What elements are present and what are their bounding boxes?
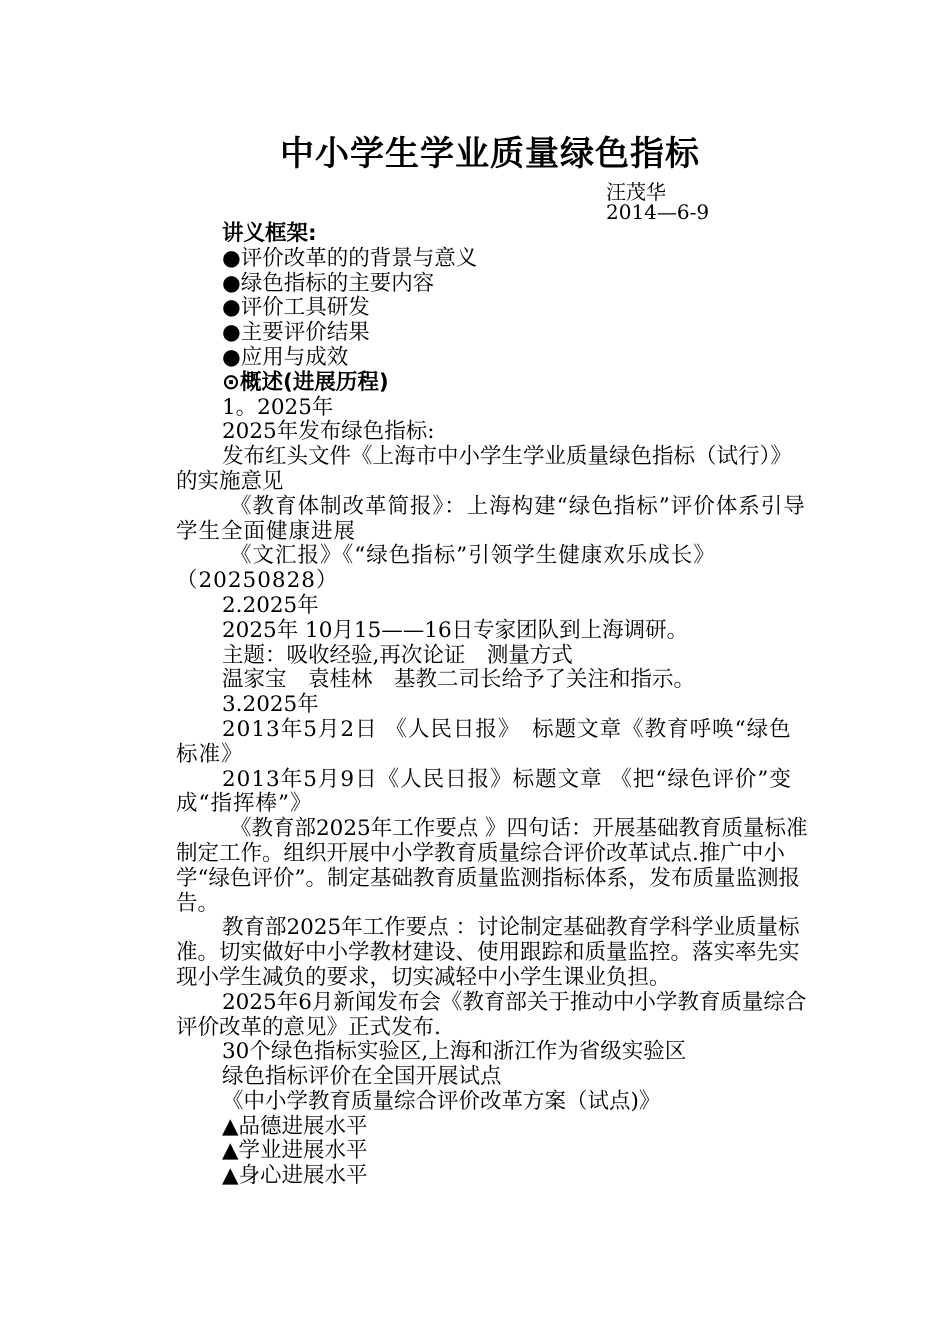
- document-title: 中小学生学业质量绿色指标: [280, 134, 700, 174]
- paragraph: 《教育部2025年工作要点 》四句话：开展基础教育质量标准制定工作。组织开展中小学教育质量综合评价改革试点.推广中小学“绿色评价”。制定基础教育质量监测指标体系，发布质量监测报告。: [176, 816, 808, 916]
- document-date: 2014—6-9: [606, 200, 710, 224]
- outline-item: ●绿色指标的主要内容: [222, 270, 435, 296]
- paragraph: 2013年5月2日 《人民日报》 标题文章《教育呼唤“绿色标准》: [176, 716, 792, 767]
- paragraph: 《文汇报》《“绿色指标”引领学生健康欢乐成长》（20250828）: [176, 543, 716, 594]
- section-number: 3.2025年: [222, 692, 319, 718]
- outline-heading: 讲义框架:: [222, 221, 317, 246]
- outline-item: ●评价改革的的背景与意义: [222, 245, 478, 271]
- paragraph: 2025年 10月15——16日专家团队到上海调研。: [222, 617, 689, 643]
- list-item: ▲品德进展水平: [222, 1113, 368, 1139]
- paragraph: 主题：吸收经验,再次论证 测量方式: [222, 642, 573, 668]
- paragraph: 温家宝 袁桂林 基教二司长给予了关注和指示。: [222, 667, 696, 693]
- outline-item: ●主要评价结果: [222, 320, 370, 346]
- list-item: ▲身心进展水平: [222, 1163, 368, 1189]
- paragraph: 《中小学教育质量综合评价改革方案（试点)》: [222, 1088, 661, 1114]
- paragraph: 2013年5月9日《人民日报》标题文章 《把“绿色评价”变成“指挥棒”》: [176, 766, 792, 817]
- outline-item: ●应用与成效: [222, 344, 349, 370]
- paragraph: 教育部2025年工作要点 ：讨论制定基础教育学科学业质量标准。切实做好中小学教材建设、使用跟踪和质量监控。落实率先实现小学生减负的要求，切实减轻中小学生课业负担。: [176, 915, 800, 990]
- document-body: [176, 222, 808, 1189]
- outline-item: ●评价工具研发: [222, 295, 370, 321]
- section-number: 1。2025年: [222, 394, 334, 420]
- paragraph: 2025年6月新闻发布会《教育部关于推动中小学教育质量综合评价改革的意见》正式发布.: [176, 989, 807, 1040]
- author-name: 汪茂华: [606, 180, 666, 204]
- section-number: 2.2025年: [222, 592, 319, 618]
- overview-heading: ⊙概述(进展历程): [222, 369, 389, 395]
- paragraph: 发布红头文件《上海市中小学生学业质量绿色指标（试行）》的实施意见: [176, 444, 792, 494]
- list-item: ▲学业进展水平: [222, 1138, 368, 1164]
- paragraph: 绿色指标评价在全国开展试点: [222, 1064, 502, 1090]
- paragraph: 2025年发布绿色指标:: [222, 419, 435, 445]
- paragraph: 《教育体制改革简报》：上海构建“绿色指标”评价体系引导学生全面健康进展: [176, 493, 806, 544]
- paragraph: 30个绿色指标实验区,上海和浙江作为省级实验区: [222, 1039, 687, 1065]
